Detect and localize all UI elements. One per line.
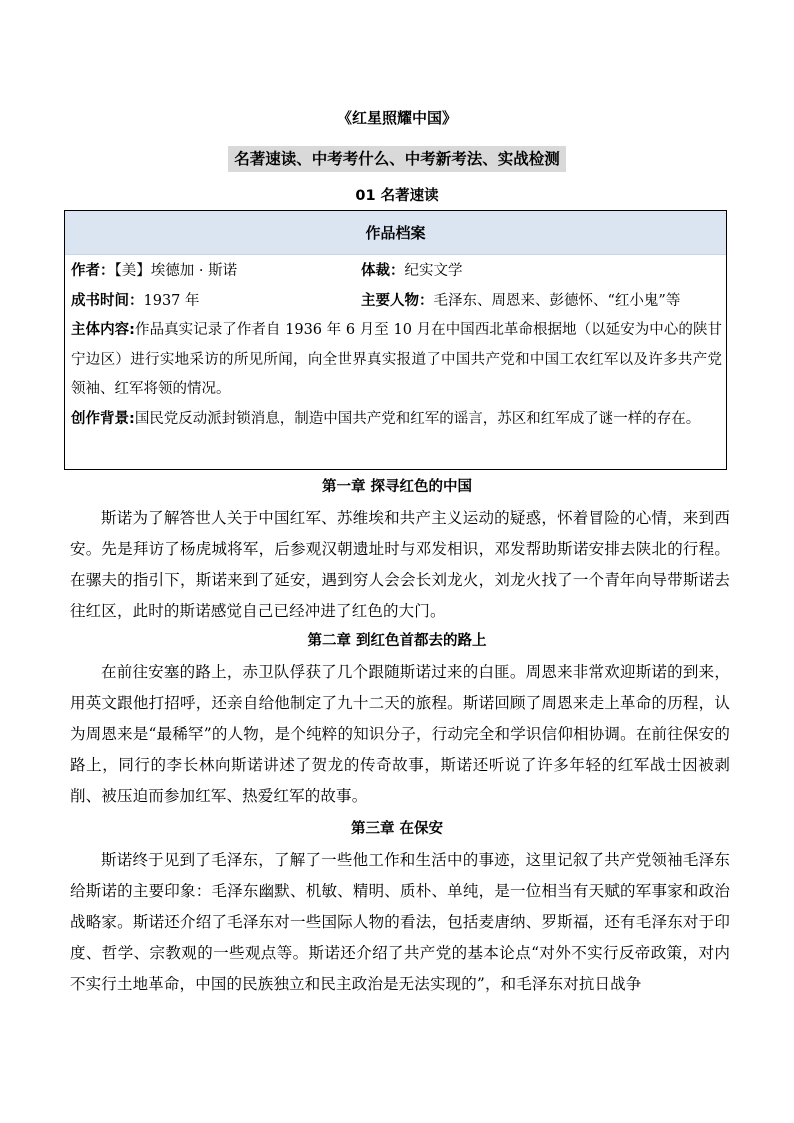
profile-row-author-genre: [71, 257, 722, 287]
background-field: [71, 405, 722, 435]
time-value: 1937 年: [143, 292, 200, 309]
chapter-3-title: 第三章 在保安: [350, 821, 444, 837]
document-subtitle: 名著速读、中考考什么、中考新考法、实战检测: [228, 146, 566, 172]
work-profile-box: [64, 210, 727, 470]
chapter-1-title: 第一章 探寻红色的中国: [321, 479, 473, 495]
chapter-1-text: 斯诺为了解答世人关于中国红军、苏维埃和共产主义运动的疑惑，怀着冒险的心情，来到西安。先是拜访了杨虎城将军，后参观汉朝遗址时与邓发相识，邓发帮助斯诺安排去陕北的行程。在骡夫的指引下，斯诺来到了延安，遇到穷人会会长刘龙火，刘龙火找了一个青年向导带斯诺去往红区，此时的斯诺感觉自己已经冲进了红色的大门。: [70, 509, 730, 620]
genre-label: 体裁：: [361, 263, 405, 279]
document-title: 《红星照耀中国》: [336, 109, 457, 127]
background-value: 国民党反动派封锁消息，制造中国共产党和红军的谣言，苏区和红军成了谜一样的存在。: [134, 410, 701, 427]
genre-field: [361, 257, 463, 287]
chapter-2-title: 第二章 到红色首都去的路上: [307, 633, 487, 649]
author-label: 作者：: [71, 263, 115, 279]
work-profile-header: 作品档案: [65, 211, 726, 255]
characters-value: 毛泽东、周恩来、彭德怀、“红小鬼”等: [433, 292, 681, 309]
profile-row-time-characters: [71, 287, 722, 317]
genre-value: 纪实文学: [404, 263, 463, 279]
characters-field: [361, 287, 680, 317]
content-field: [71, 316, 722, 405]
work-profile-body: [65, 255, 726, 434]
characters-label: 主要人物：: [361, 292, 434, 309]
chapter-2-text: 在前往安塞的路上，赤卫队俘获了几个跟随斯诺过来的白匪。周恩来非常欢迎斯诺的到来，用英文跟他打招呼，还亲自给他制定了九十二天的旅程。斯诺回顾了周恩来走上革命的历程，认为周恩来是“最稀罕”的人物，是个纯粹的知识分子，行动完全和学识信仰相协调。在前往保安的路上，同行的李长林向斯诺讲述了贺龙的传奇故事，斯诺还听说了许多年轻的红军战士因被剥削、被压迫而参加红军、热爱红军的故事。: [70, 663, 730, 805]
time-field: [71, 287, 361, 317]
content-label: 主体内容:: [71, 322, 135, 338]
subtitle-wrap: [0, 146, 794, 172]
chapter-3-text: 斯诺终于见到了毛泽东，了解了一些他工作和生活中的事迹，这里记叙了共产党领袖毛泽东给斯诺的主要印象：毛泽东幽默、机敏、精明、质朴、单纯，是一位相当有天赋的军事家和政治战略家。斯诺还介绍了毛泽东对一些国际人物的看法，包括麦唐纳、罗斯福，还有毛泽东对于印度、哲学、宗教观的一些观点等。斯诺还介绍了共产党的基本论点“对外不实行反帝政策，对内不实行土地革命，中国的民族独立和民主政治是无法实现的”，和毛泽东对抗日战争: [70, 851, 730, 993]
content-value: 作品真实记录了作者自 1936 年 6 月至 10 月在中国西北革命根据地（以延安为中心的陕甘宁边区）进行实地采访的所见所闻，向全世界真实报道了中国共产党和中国工农红军以及许多共产党领袖、红军将领的情况。: [71, 322, 722, 397]
author-field: [71, 257, 361, 287]
time-label: 成书时间：: [71, 292, 144, 309]
background-label: 创作背景:: [71, 410, 135, 427]
author-value: 【美】埃德加 · 斯诺: [114, 263, 238, 279]
section-heading: 01 名著速读: [355, 188, 439, 204]
